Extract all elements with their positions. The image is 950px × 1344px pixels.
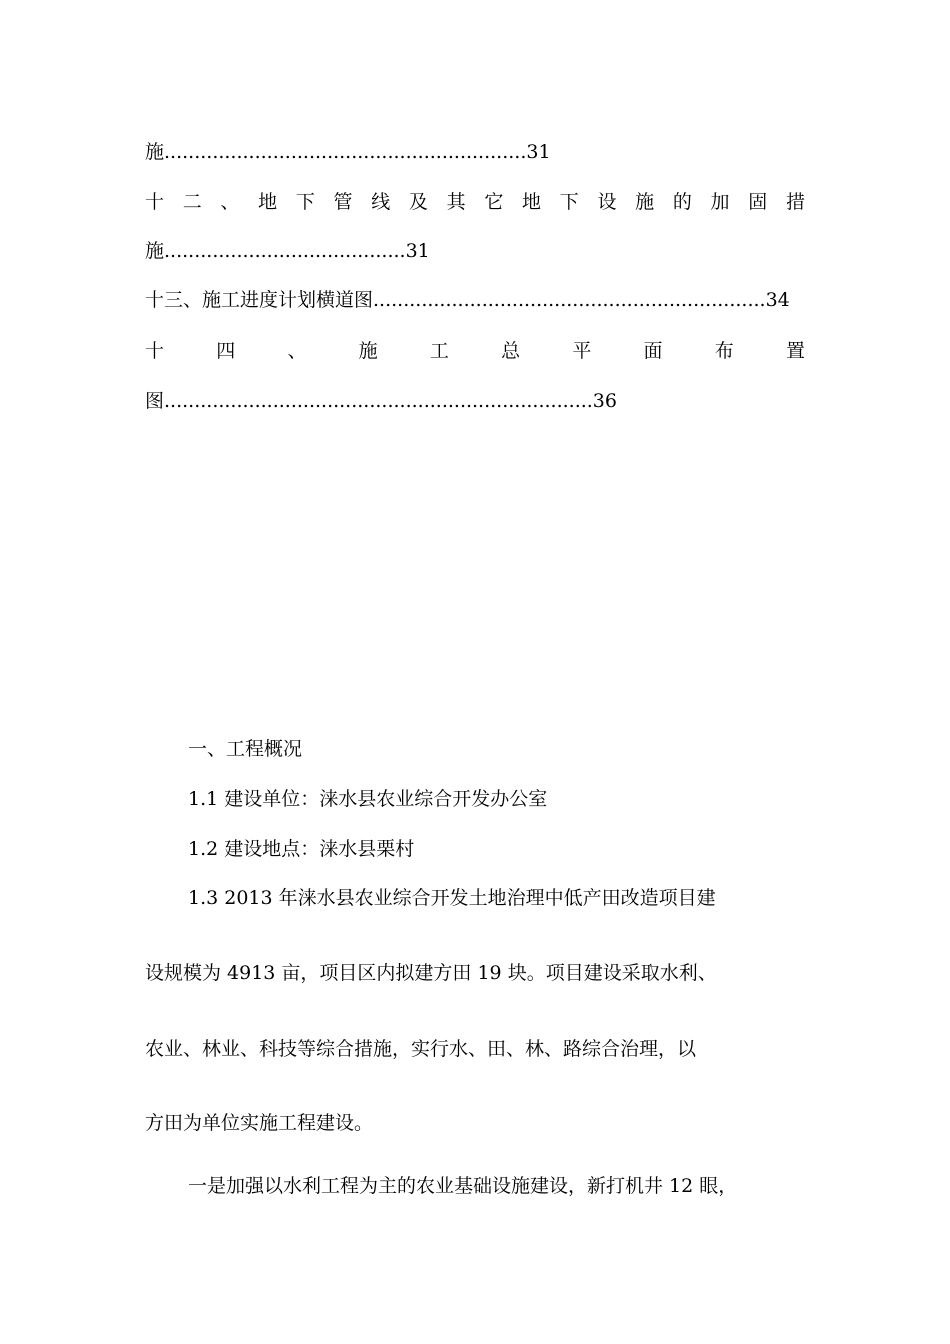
toc-char: 的 [672,191,692,213]
toc-entry-11-continued: 施............................................................31 [145,141,551,163]
toc-char: 及 [408,191,428,213]
toc-char: 面 [643,340,663,362]
toc-char: 地 [522,191,542,213]
toc-char: 、 [287,340,307,362]
toc-char: 线 [371,191,391,213]
toc-char: 地 [258,191,278,213]
toc-char: 措 [785,191,805,213]
paragraph-item-1-2: 1.2 建设地点：涞水县栗村 [188,838,415,860]
toc-char: 加 [710,191,730,213]
toc-entry-13: 十三、施工进度计划横道图.................................................................34 [145,289,790,311]
toc-char: 布 [714,340,734,362]
paragraph-item-1-1: 1.1 建设单位：涞水县农业综合开发办公室 [188,788,548,810]
toc-char: 下 [559,191,579,213]
toc-char: 总 [501,340,521,362]
toc-char: 十 [145,340,165,362]
paragraph-item-1-3-line: 方田为单位实施工程建设。 [145,1112,374,1134]
section-heading: 一、工程概况 [188,738,303,760]
toc-entry-12 [145,189,805,215]
toc-entry-14 [145,338,805,364]
toc-char: 下 [295,191,315,213]
toc-char: 施 [358,340,378,362]
toc-char: 平 [572,340,592,362]
toc-char: 十 [145,191,165,213]
paragraph-first-measure-line: 一是加强以水利工程为主的农业基础设施建设，新打机井 12 眼， [188,1175,738,1197]
toc-char: 四 [216,340,236,362]
toc-char: 管 [333,191,353,213]
toc-char: 置 [785,340,805,362]
toc-char: 、 [220,191,240,213]
toc-char: 施 [635,191,655,213]
toc-char: 二 [182,191,202,213]
toc-entry-12-continued: 施........................................31 [145,240,430,262]
toc-char: 固 [748,191,768,213]
toc-char: 设 [597,191,617,213]
toc-char: 它 [484,191,504,213]
toc-char: 其 [446,191,466,213]
paragraph-item-1-3-line: 1.3 2013 年涞水县农业综合开发土地治理中低产田改造项目建 [188,887,716,909]
paragraph-item-1-3-line: 设规模为 4913 亩，项目区内拟建方田 19 块。项目建设采取水利、 [145,962,717,984]
toc-entry-14-continued: 图.......................................................................36 [145,390,617,412]
paragraph-item-1-3-line: 农业、林业、科技等综合措施，实行水、田、林、路综合治理，以 [145,1038,697,1060]
toc-char: 工 [429,340,449,362]
